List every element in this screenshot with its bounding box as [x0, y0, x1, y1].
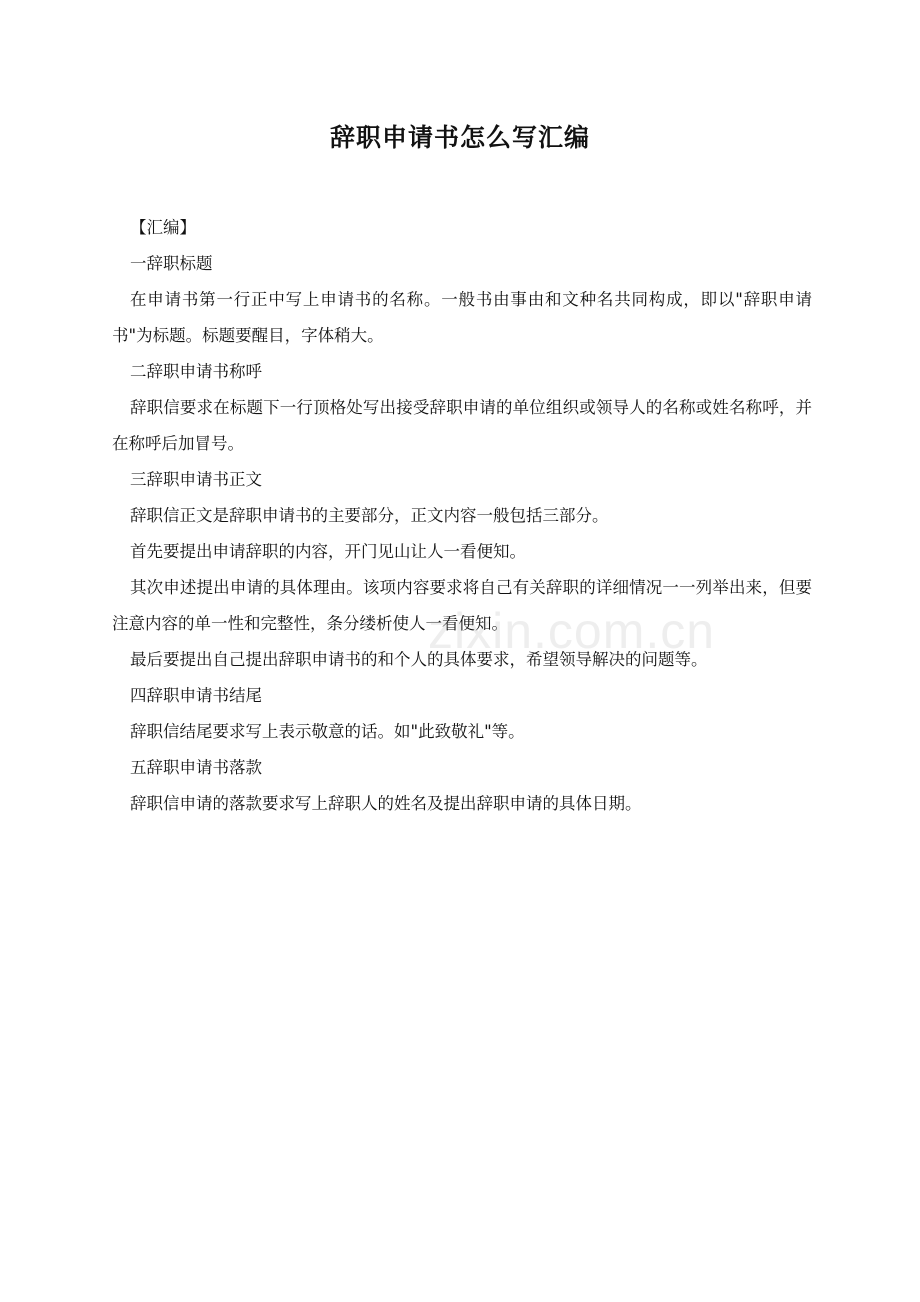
paragraph: 辞职信申请的落款要求写上辞职人的姓名及提出辞职申请的具体日期。 — [130, 794, 642, 813]
document-body — [112, 210, 812, 822]
section-heading-title: 一辞职标题 — [130, 254, 213, 273]
paragraph: 在申请书第一行正中写上申请书的名称。一般书由事由和文种名共同构成，即以"辞职申请书"为标题。标题要醒目，字体稍大。 — [112, 290, 812, 345]
watermark: zixin.com.cn — [428, 603, 716, 659]
section-heading-body: 三辞职申请书正文 — [130, 470, 262, 489]
paragraph: 辞职信结尾要求写上表示敬意的话。如"此致敬礼"等。 — [130, 722, 525, 741]
paragraph: 辞职信要求在标题下一行顶格处写出接受辞职申请的单位组织或领导人的名称或姓名称呼，并在称呼后加冒号。 — [112, 398, 812, 453]
section-heading-closing: 四辞职申请书结尾 — [130, 686, 262, 705]
section-heading-signature: 五辞职申请书落款 — [130, 758, 262, 777]
paragraph-heading-collection: 【汇编】 — [130, 218, 196, 237]
paragraph: 首先要提出申请辞职的内容，开门见山让人一看便知。 — [130, 542, 526, 561]
section-heading-salutation: 二辞职申请书称呼 — [130, 362, 262, 381]
paragraph: 辞职信正文是辞职申请书的主要部分，正文内容一般包括三部分。 — [130, 506, 609, 525]
document-title: 辞职申请书怎么写汇编 — [329, 123, 590, 152]
paragraph: 最后要提出自己提出辞职申请书的和个人的具体要求，希望领导解决的问题等。 — [130, 650, 708, 669]
paragraph: 其次申述提出申请的具体理由。该项内容要求将自己有关辞职的详细情况一一列举出来，但要注意内容的单一性和完整性，条分缕析使人一看便知。 — [112, 578, 812, 633]
